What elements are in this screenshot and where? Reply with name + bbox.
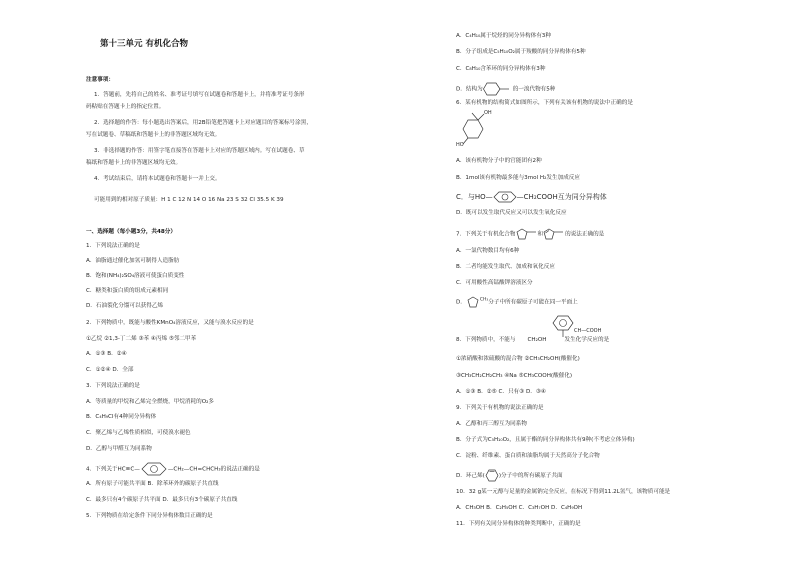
option-line: A．①③ B．②④	[86, 351, 127, 357]
option-line: A．乙醇和丙三醇互为同系物	[456, 421, 527, 427]
note-line: 稿纸和答题卡上的非答题区域均无效。	[86, 160, 182, 166]
oh-label: OH	[484, 110, 492, 116]
note-line: 2．选择题的作答：每小题选出答案后，用2B铅笔把答题卡上对应题目的答案标号涂黑，	[94, 120, 312, 126]
q9d-prefix: D．环己烯(	[456, 473, 485, 479]
option-line: ①浓硝酸和浓硫酸的混合物 ②CH₃CH₂OH(酸催化)	[456, 356, 580, 362]
right-column	[456, 0, 756, 562]
option-line: A．油脂通过催化加氢可制得人造脂肪	[86, 258, 180, 264]
cyclopentene-structure	[466, 296, 480, 308]
q4-prefix: 4．下列关于HC≡C—	[86, 466, 140, 473]
methylcyclohexane-structure	[483, 82, 513, 96]
option-line: C．可用酸性高锰酸钾溶液区分	[456, 280, 533, 286]
option-line: A．该有机物分子中的官能团有2种	[456, 158, 542, 164]
option-line: C．①②④ D．全部	[86, 367, 134, 373]
option-line: A．等质量的甲烷和乙烯完全燃烧，甲烷消耗的O₂多	[86, 399, 214, 405]
q9d-suffix: )分子中的所有碳原子共面	[498, 473, 563, 479]
question-line: 11．下列有关同分异构体的种类判断中，正确的是	[456, 521, 581, 527]
option-line: D．石油裂化分馏可以获得乙烯	[86, 303, 164, 309]
q6c-suffix: —CH₂COOH互为同分异构体	[516, 193, 607, 201]
option-line: A．所有原子可能共平面 B．除苯环外的碳原子共直线	[86, 481, 219, 487]
option-line-5d	[456, 82, 555, 96]
q6c-prefix: C．与HO—	[456, 193, 493, 201]
ch3-label: CH₃	[479, 297, 489, 303]
q5d-suffix: 的一溴代物有5种	[512, 86, 556, 93]
section-heading: 一、选择题（每小题3分，共48分）	[86, 229, 176, 235]
option-line: C．糖类和蛋白质的组成元素相同	[86, 288, 169, 294]
cooh-label: CH—COOH	[574, 328, 602, 334]
cyclohexene-diol-structure	[458, 110, 502, 150]
option-line: D．乙醇与甲醛互为同系物	[86, 446, 152, 452]
ho-label: HO	[456, 142, 464, 148]
benzene-ring-structure	[140, 462, 168, 476]
cyclopentene-methyl-structure	[543, 228, 565, 240]
cyclopentane-methyl-structure	[516, 228, 538, 240]
atomic-mass-line: 可能用到的相对原子质量：H 1 C 12 N 14 O 16 Na 23 S 32 Cl 35.5 K 39	[94, 197, 284, 203]
question-line: 1．下列说法正确的是	[86, 243, 140, 249]
option-line-6c	[456, 191, 607, 203]
option-line: C．C₈H₁₀含苯环的同分异构体有3种	[456, 66, 546, 72]
notice-heading: 注意事项：	[86, 77, 114, 83]
option-line: D．既可以发生取代反应又可以发生氧化反应	[456, 210, 567, 216]
q6-structure-diagram	[458, 110, 502, 150]
option-line: B．分子式为C₅H₁₀O₂，且属于酯的同分异构体共有9种(不考虑立体异构)	[456, 437, 635, 443]
left-column	[86, 0, 386, 562]
option-line: A．C₄H₁₀属于烷烃的同分异构体有3种	[456, 33, 551, 39]
q8-structure-diagram	[548, 314, 628, 350]
q7-mid: 和	[537, 231, 544, 238]
note-line: 码粘贴在答题卡上的指定位置。	[86, 104, 165, 110]
q7-suffix: 的说法正确的是	[565, 231, 605, 238]
question-7-line	[456, 228, 604, 240]
option-line: B．1mol该有机物最多能与3mol H₂发生加成反应	[456, 175, 580, 181]
option-line: B．分子组成是C₅H₁₀O₂属于羧酸的同分异构体有5种	[456, 49, 586, 55]
page-title: 第十三单元 有机化合物	[100, 39, 188, 49]
question-line: 5．下列物质在给定条件下同分异构体数目正确的是	[86, 513, 213, 519]
note-line: 4．考试结束后，请将本试题卷和答题卡一并上交。	[94, 176, 221, 182]
note-line: 写在试题卷、草稿纸和答题卡上的非答题区域均无效。	[86, 132, 221, 138]
note-line: 1．答题前，先将自己的姓名、准考证号填写在试题卷和答题卡上，并将准考证号条形	[94, 92, 305, 98]
question-line: 6．某有机物的结构简式如图所示，下列有关该有机物的说法中正确的是	[456, 100, 633, 106]
option-line: C．最多只有4个碳原子共平面 D．最多只有3个碳原子共直线	[86, 497, 238, 503]
question-4-line	[86, 462, 260, 476]
question-line: 10．32 g某一元醇与足量的金属钠完全反应，在标况下得到11.2L氢气，该物质可能是	[456, 489, 671, 495]
question-line: 2．下列物质中，既能与酸性KMnO₄溶液反应，又能与溴水反应的是	[86, 320, 254, 326]
option-line: ①乙烷 ②1,3-丁二烯 ③苯 ④丙烯 ⑤邻二甲苯	[86, 336, 197, 342]
note-line: 3．非选择题的作答：用签字笔直接答在答题卡上对应的答题区域内。写在试题卷、草	[94, 148, 305, 154]
option-line: A．CH₃OH B．C₂H₅OH C．C₃H₇OH D．C₄H₉OH	[456, 505, 583, 511]
q7d-suffix: 分子中所有碳原子可能在同一平面上	[488, 299, 578, 306]
option-line-9d	[456, 469, 563, 482]
option-line: C．聚乙烯与乙烯性质相似，可使溴水褪色	[86, 430, 191, 436]
question-line: 9．下列关于有机物的说法正确的是	[456, 405, 544, 411]
option-line: B．C₄H₉Cl有4种同分异构体	[86, 414, 157, 420]
option-line: C．淀粉、纤维素、蛋白质和油脂均属于天然高分子化合物	[456, 453, 600, 459]
q7d-prefix: D．	[456, 299, 466, 306]
option-line: B．二者均能发生取代、加成和氧化反应	[456, 264, 555, 270]
q8-suffix: 发生化学反应的是	[564, 337, 610, 343]
question-line: 3．下列说法正确的是	[86, 383, 140, 389]
q4-suffix: —CH₂—CH=CHCH₃的说法正确的是	[167, 466, 260, 473]
option-line: B．饱和(NH₄)₂SO₄溶液可使蛋白质变性	[86, 273, 185, 279]
q7-prefix: 7．下列关于有机化合物	[456, 231, 516, 238]
q5d-prefix: D．结构为	[456, 86, 483, 93]
cyclohexene-structure	[485, 469, 499, 482]
option-line: A．①③ B．②⑤ C．只有③ D．③④	[456, 389, 546, 395]
option-line-7d	[456, 296, 578, 308]
option-line: A．一氯代物数目均有6种	[456, 248, 520, 254]
option-line: ③CH₃CH₂CH₂CH₃ ④Na ⑤CH₃COOH(酸催化)	[456, 373, 573, 379]
ch2oh-label: CH₂OH	[527, 337, 547, 343]
q8-prefix: 8．下列物质中，不能与	[456, 337, 516, 343]
benzene-ring-structure	[493, 191, 517, 203]
question-8-line	[456, 337, 609, 344]
